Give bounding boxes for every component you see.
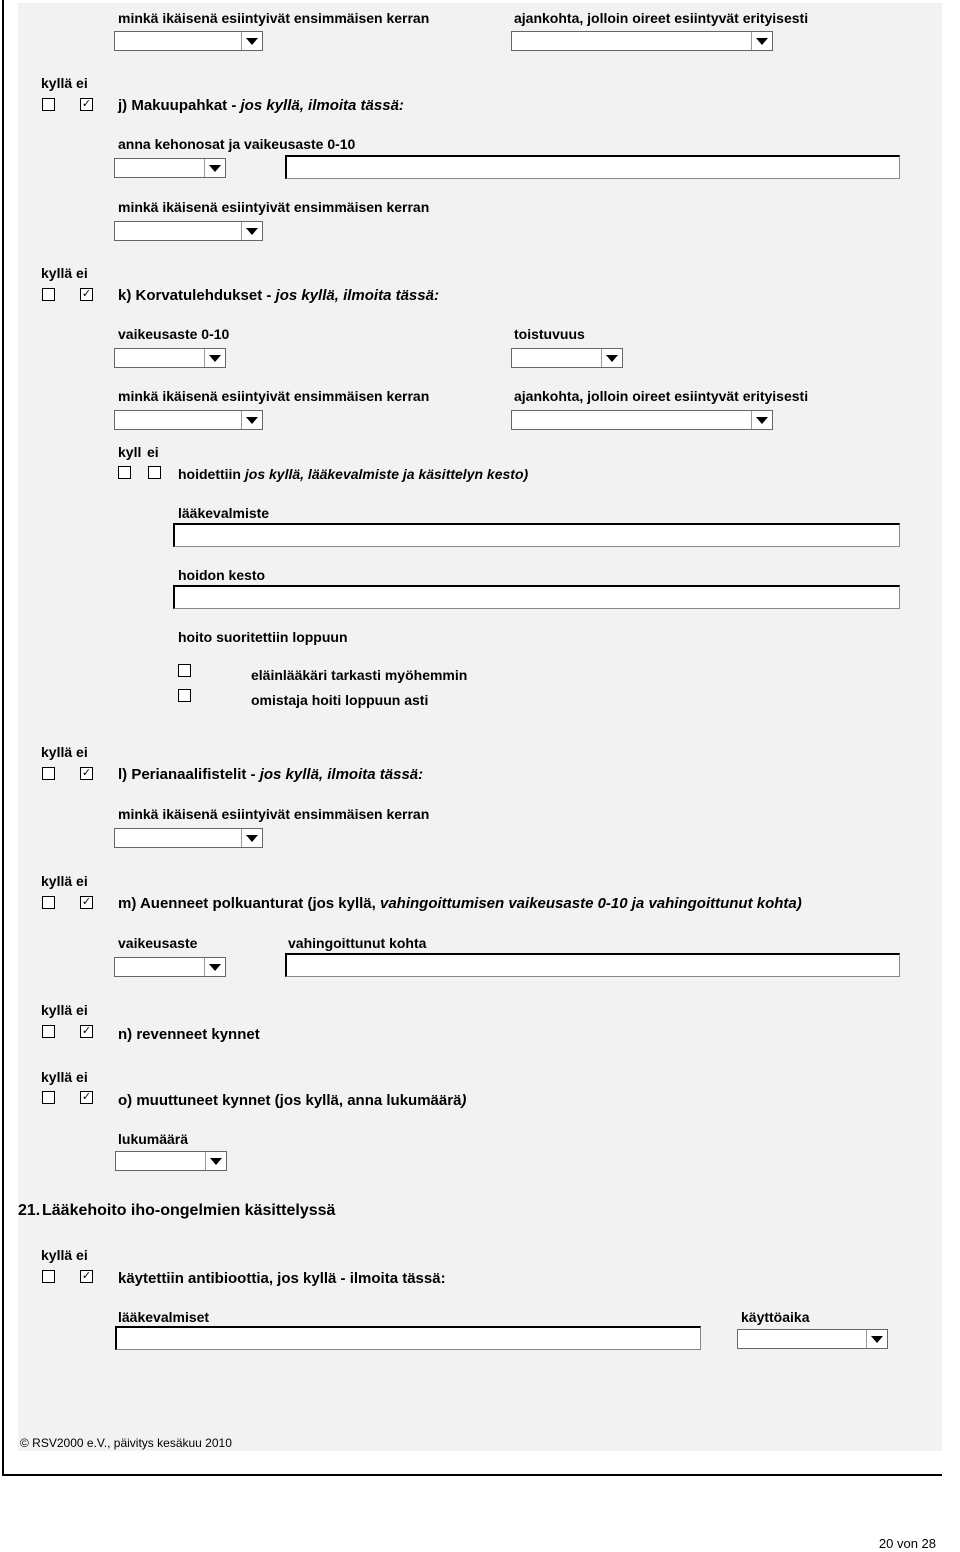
k-owner-label: omistaja hoiti loppuun asti	[251, 692, 429, 708]
k-treated-no-checkbox[interactable]	[148, 466, 161, 479]
chevron-down-icon	[751, 32, 772, 50]
k-severity-label: vaikeusaste 0-10	[118, 326, 230, 342]
page-number: 20 von 28	[878, 1536, 936, 1551]
m-title: m) Auenneet polkuanturat (jos kyllä, vahingoittumisen vaikeusaste 0-10 ja vahingoittunut kohta)	[118, 895, 802, 912]
j-first-age-select[interactable]	[114, 221, 263, 241]
k-treated-no-label: ei	[147, 444, 159, 460]
l-title: l) Perianaalifistelit - jos kyllä, ilmoita tässä:	[118, 766, 424, 783]
k-yes-checkbox[interactable]	[42, 288, 55, 301]
yes-no-header: kyllä ei	[41, 873, 88, 889]
j-no-checkbox[interactable]	[80, 98, 93, 111]
bottom-border	[2, 1474, 942, 1476]
j-body-parts-label: anna kehonosat ja vaikeusaste 0-10	[118, 136, 356, 152]
chevron-down-icon	[204, 958, 225, 976]
chevron-down-icon	[241, 32, 262, 50]
footer-copyright: © RSV2000 e.V., päivitys kesäkuu 2010	[20, 1436, 232, 1450]
first-age-select[interactable]	[114, 31, 263, 51]
k-timing-label: ajankohta, jolloin oireet esiintyvät erityisesti	[514, 388, 809, 404]
yes-no-header: kyllä ei	[41, 1069, 88, 1085]
medicines-label: lääkevalmiset	[118, 1309, 210, 1325]
n-yes-checkbox[interactable]	[42, 1025, 55, 1038]
chevron-down-icon	[601, 349, 622, 367]
usage-time-select[interactable]	[737, 1329, 888, 1349]
k-first-age-label: minkä ikäisenä esiintyivät ensimmäisen kerran	[118, 388, 430, 404]
k-medicine-label: lääkevalmiste	[178, 505, 270, 521]
first-age-label: minkä ikäisenä esiintyivät ensimmäisen kerran	[118, 10, 430, 26]
yes-no-header: kyllä ei	[41, 75, 88, 91]
chevron-down-icon	[866, 1330, 887, 1348]
k-treated-title: hoidettiin jos kyllä, lääkevalmiste ja käsittelyn kesto)	[178, 466, 529, 482]
k-treated-yes-checkbox[interactable]	[118, 466, 131, 479]
k-owner-checkbox[interactable]	[178, 689, 191, 702]
yes-no-header: kyllä ei	[41, 1247, 88, 1263]
j-first-age-label: minkä ikäisenä esiintyivät ensimmäisen kerran	[118, 199, 430, 215]
l-no-checkbox[interactable]	[80, 767, 93, 780]
antibiotic-yes-checkbox[interactable]	[42, 1270, 55, 1283]
m-no-checkbox[interactable]	[80, 896, 93, 909]
antibiotic-no-checkbox[interactable]	[80, 1270, 93, 1283]
l-first-age-select[interactable]	[114, 828, 263, 848]
k-frequency-label: toistuvuus	[514, 326, 585, 342]
chevron-down-icon	[204, 159, 225, 177]
l-yes-checkbox[interactable]	[42, 767, 55, 780]
k-treated-yes-label: kyll	[118, 444, 142, 460]
chevron-down-icon	[241, 829, 262, 847]
k-vet-checkbox[interactable]	[178, 664, 191, 677]
o-yes-checkbox[interactable]	[42, 1091, 55, 1104]
n-no-checkbox[interactable]	[80, 1025, 93, 1038]
j-body-parts-input[interactable]	[285, 155, 900, 179]
n-title: n) revenneet kynnet	[118, 1026, 260, 1043]
o-count-select[interactable]	[115, 1151, 227, 1171]
o-no-checkbox[interactable]	[80, 1091, 93, 1104]
left-border	[2, 0, 4, 1476]
section-title: Lääkehoito iho-ongelmien käsittelyssä	[42, 1202, 336, 1219]
k-first-age-select[interactable]	[114, 410, 263, 430]
yes-no-header: kyllä ei	[41, 1002, 88, 1018]
timing-label: ajankohta, jolloin oireet esiintyvät erityisesti	[514, 10, 809, 26]
j-title: j) Makuupahkat - jos kyllä, ilmoita tässä:	[118, 97, 404, 114]
yes-no-header: kyllä ei	[41, 265, 88, 281]
usage-time-label: käyttöaika	[741, 1309, 810, 1325]
chevron-down-icon	[241, 411, 262, 429]
k-no-checkbox[interactable]	[80, 288, 93, 301]
o-count-label: lukumäärä	[118, 1131, 189, 1147]
j-yes-checkbox[interactable]	[42, 98, 55, 111]
chevron-down-icon	[204, 349, 225, 367]
k-vet-label: eläinlääkäri tarkasti myöhemmin	[251, 667, 468, 683]
yes-no-header: kyllä ei	[41, 744, 88, 760]
section-number: 21.	[18, 1202, 41, 1219]
m-severity-label: vaikeusaste	[118, 935, 198, 951]
j-severity-select[interactable]	[114, 158, 226, 178]
k-frequency-select[interactable]	[511, 348, 623, 368]
k-severity-select[interactable]	[114, 348, 226, 368]
k-title: k) Korvatulehdukset - jos kyllä, ilmoita tässä:	[118, 287, 439, 304]
k-medicine-input[interactable]	[173, 523, 900, 547]
timing-select[interactable]	[511, 31, 773, 51]
chevron-down-icon	[205, 1152, 226, 1170]
k-timing-select[interactable]	[511, 410, 773, 430]
medicines-input[interactable]	[115, 1326, 701, 1350]
l-first-age-label: minkä ikäisenä esiintyivät ensimmäisen kerran	[118, 806, 430, 822]
m-damaged-site-input[interactable]	[285, 953, 900, 977]
m-severity-select[interactable]	[114, 957, 226, 977]
k-duration-label: hoidon kesto	[178, 567, 266, 583]
m-yes-checkbox[interactable]	[42, 896, 55, 909]
m-damaged-site-label: vahingoittunut kohta	[288, 935, 427, 951]
o-title: o) muuttuneet kynnet (jos kyllä, anna lukumäärä)	[118, 1092, 467, 1109]
chevron-down-icon	[241, 222, 262, 240]
chevron-down-icon	[751, 411, 772, 429]
k-duration-input[interactable]	[173, 585, 900, 609]
antibiotic-label: käytettiin antibioottia, jos kyllä - ilmoita tässä:	[118, 1270, 446, 1287]
k-completed-label: hoito suoritettiin loppuun	[178, 629, 348, 645]
